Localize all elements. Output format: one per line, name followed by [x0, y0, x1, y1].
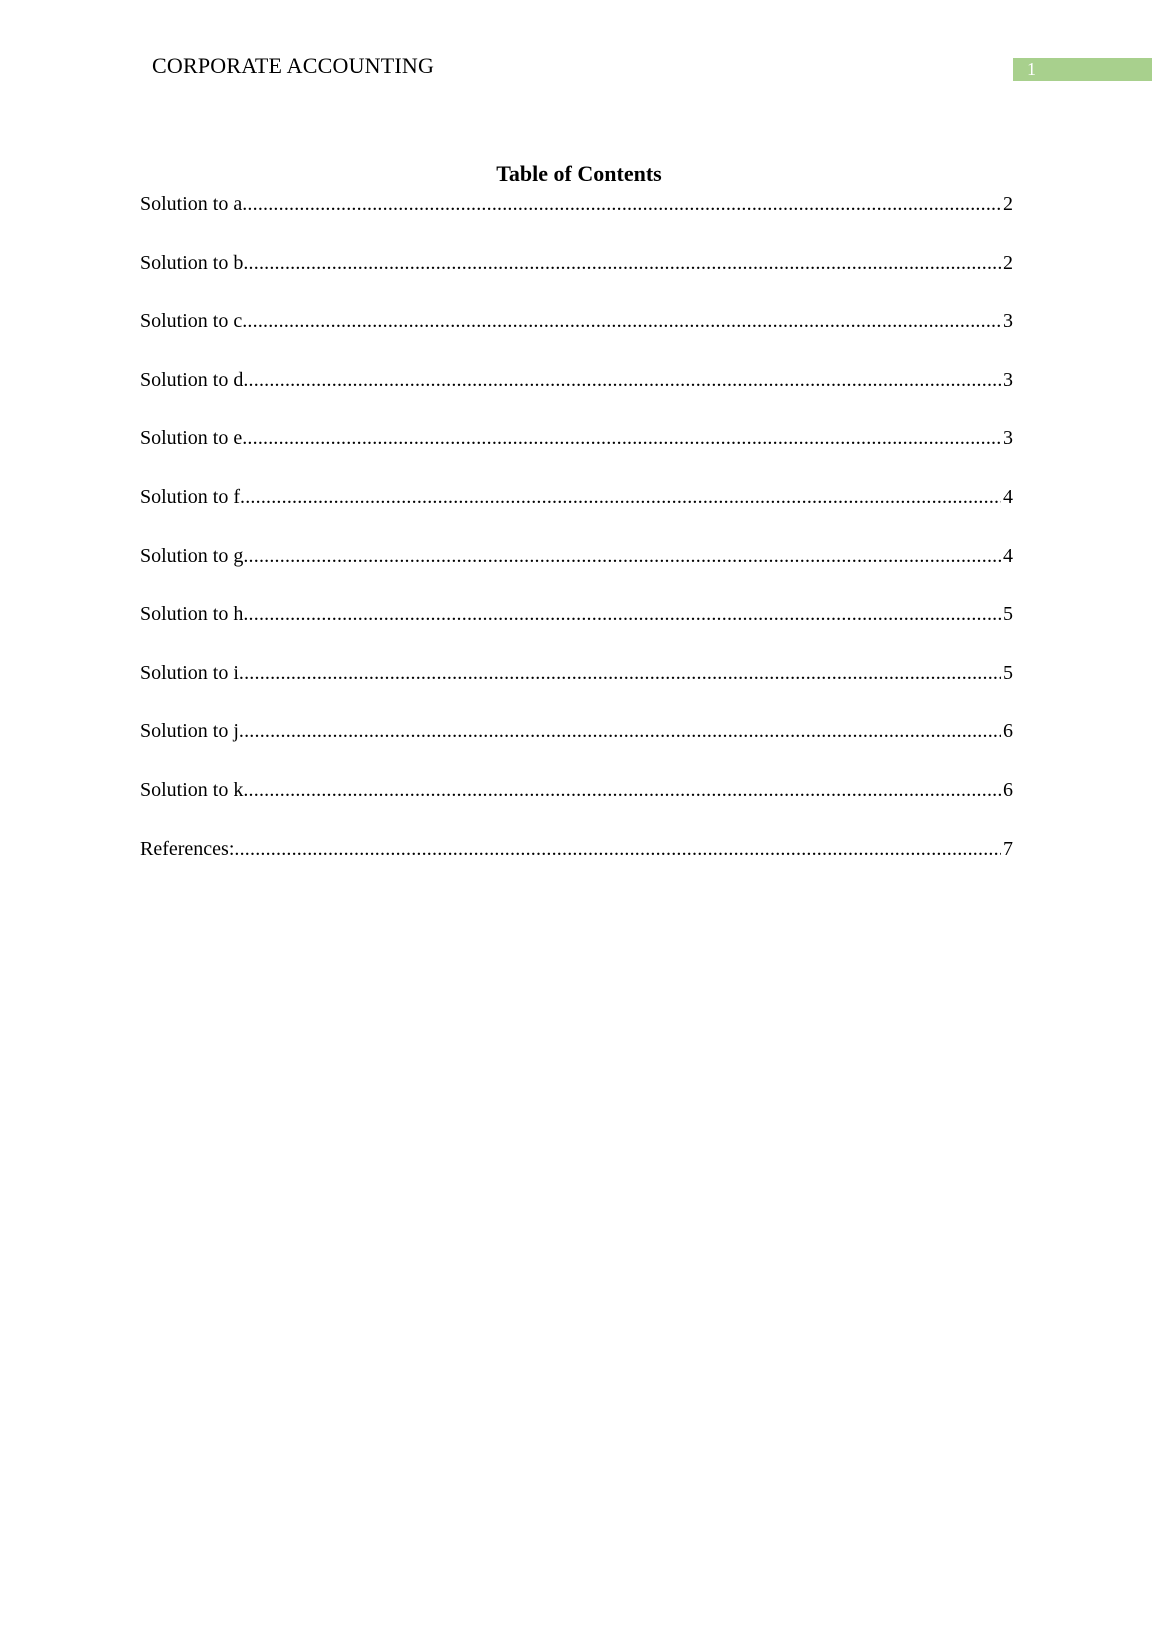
toc-dot-leader: [243, 368, 1001, 392]
toc-entry-label: Solution to b: [140, 251, 244, 274]
toc-entry-page: 3: [1003, 427, 1013, 450]
toc-dot-leader: [243, 778, 1001, 802]
toc-dot-leader: [242, 426, 1001, 450]
toc-entry-label: Solution to i: [140, 661, 239, 684]
toc-entry-page: 3: [1003, 368, 1013, 391]
page-number-bar: [1013, 58, 1152, 81]
toc-entry-solution-a[interactable]: [140, 192, 1013, 251]
toc-entry-solution-e[interactable]: [140, 426, 1013, 485]
toc-entry-page: 4: [1003, 544, 1013, 567]
toc-entry-solution-g[interactable]: [140, 544, 1013, 603]
toc-entry-label: Solution to g: [140, 544, 244, 567]
toc-entry-label: Solution to a: [140, 193, 243, 215]
toc-entry-solution-c[interactable]: [140, 309, 1013, 368]
toc-dot-leader: [239, 719, 1001, 743]
toc-entry-label: Solution to h: [140, 603, 244, 626]
toc-entry-page: 2: [1003, 193, 1013, 215]
toc-entry-solution-j[interactable]: [140, 719, 1013, 778]
page-number: 1: [1027, 59, 1036, 79]
toc-entry-page: 4: [1003, 485, 1013, 508]
toc-title: Table of Contents: [496, 161, 662, 186]
toc-entry-page: 2: [1003, 251, 1013, 274]
toc-entry-solution-f[interactable]: [140, 485, 1013, 544]
toc-dot-leader: [242, 309, 1001, 333]
toc-entry-page: 5: [1003, 603, 1013, 626]
toc-entry-label: Solution to d: [140, 368, 244, 391]
toc-entry-solution-h[interactable]: [140, 602, 1013, 661]
toc-entry-label: Solution to e: [140, 427, 243, 450]
toc-dot-leader: [239, 661, 1001, 685]
toc-dot-leader: [243, 544, 1001, 568]
toc-entry-label: References:: [140, 837, 235, 860]
toc-entry-page: 7: [1003, 837, 1013, 860]
toc-entry-label: Solution to k: [140, 778, 244, 801]
toc-dot-leader: [242, 192, 1001, 216]
toc-entry-references[interactable]: [140, 837, 1013, 896]
running-header-title: CORPORATE ACCOUNTING: [152, 53, 435, 78]
toc-entry-page: 6: [1003, 720, 1013, 743]
toc-entry-page: 3: [1003, 310, 1013, 333]
toc-entry-label: Solution to j: [140, 720, 239, 743]
toc-entry-solution-d[interactable]: [140, 368, 1013, 427]
toc-entry-label: Solution to f: [140, 485, 241, 508]
toc-entry-label: Solution to c: [140, 310, 243, 333]
toc-entry-solution-i[interactable]: [140, 661, 1013, 720]
toc-entry-page: 5: [1003, 661, 1013, 684]
toc-dot-leader: [234, 837, 1001, 861]
toc-dot-leader: [243, 251, 1001, 275]
toc-dot-leader: [243, 602, 1001, 626]
toc-list: [140, 192, 1013, 895]
toc-entry-page: 6: [1003, 778, 1013, 801]
toc-entry-solution-k[interactable]: [140, 778, 1013, 837]
toc-entry-solution-b[interactable]: [140, 251, 1013, 310]
toc-dot-leader: [240, 485, 1001, 509]
